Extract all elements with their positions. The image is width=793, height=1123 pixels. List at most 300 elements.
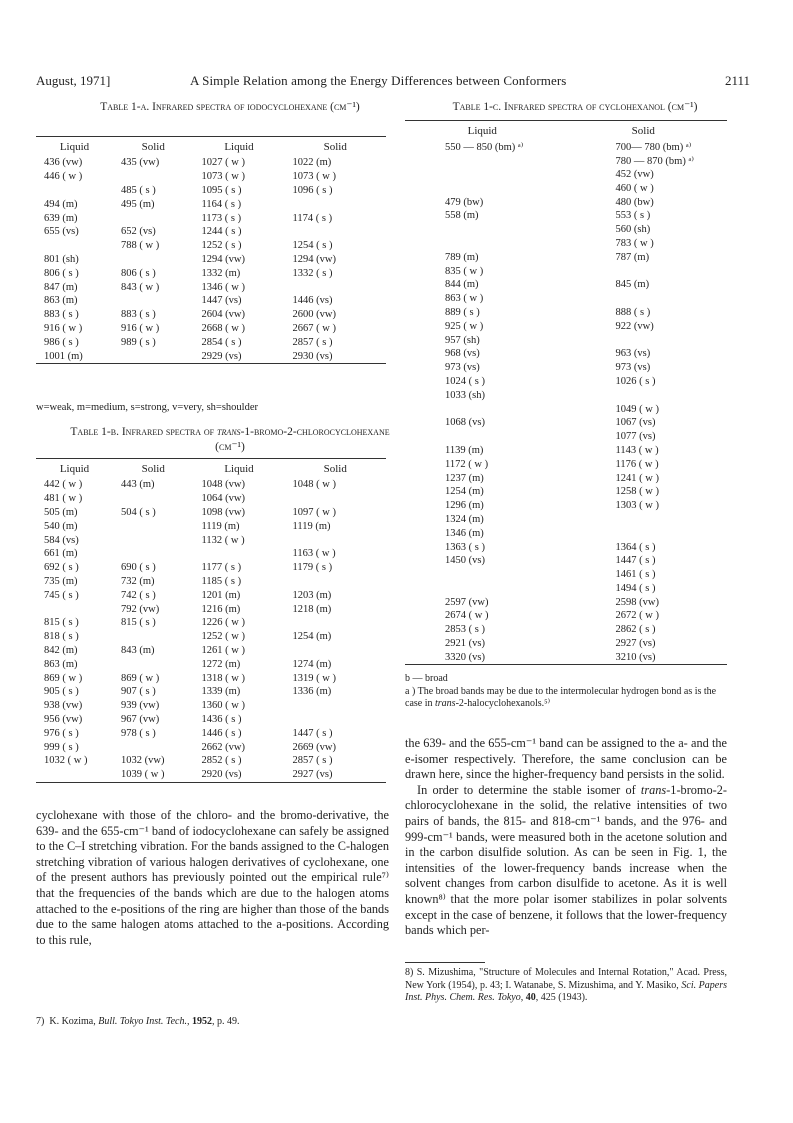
table-cell: 916 ( w ) (44, 322, 83, 334)
table-cell: 584 (vs) (44, 534, 79, 546)
table-1b-title-1: Infrared spectra of (121, 426, 215, 438)
table-cell: 1254 (m) (445, 486, 484, 498)
running-header-title: A Simple Relation among the Energy Differences between Conformers (190, 73, 567, 88)
table-cell: 1048 (vw) (201, 479, 245, 491)
table-1a (36, 136, 386, 364)
table-row (405, 430, 727, 444)
table-row (405, 471, 727, 485)
table-row (36, 754, 386, 768)
table-cell: 1450 (vs) (445, 555, 485, 567)
table-cell: 889 ( s ) (445, 306, 480, 318)
table-cell (285, 699, 387, 713)
table-cell: 2927 (vs) (292, 769, 333, 781)
table-cell: 1073 ( w ) (292, 171, 336, 183)
table-cell: 1077 (vs) (615, 431, 656, 443)
table-cell: 505 (m) (44, 506, 78, 518)
table-cell (560, 513, 727, 527)
table-row (36, 225, 386, 239)
table-row (36, 335, 386, 349)
table-cell: 986 ( s ) (44, 336, 79, 348)
table-cell: 639 (m) (44, 212, 78, 224)
table-cell: 783 ( w ) (615, 237, 654, 249)
table-cell: 443 (m) (121, 479, 155, 491)
table-cell: 553 ( s ) (615, 210, 651, 222)
table-cell: 863 (m) (44, 295, 78, 307)
table-cell: 1216 (m) (201, 603, 241, 615)
table-cell: 999 ( s ) (44, 741, 79, 753)
table-cell: 2854 ( s ) (201, 336, 242, 348)
table-cell: 494 (m) (44, 198, 78, 210)
table-cell: 843 ( w ) (121, 281, 160, 293)
table-cell (113, 294, 194, 308)
table-cell (405, 237, 560, 251)
table-cell: 806 ( s ) (44, 267, 79, 279)
table-row (36, 184, 386, 198)
table-cell: 938 (vw) (44, 700, 83, 712)
paragraph-text: In order to determine the stable isomer of (417, 782, 636, 797)
note-a-text-2: -2-halocyclohexanols.⁵⁾ (455, 698, 551, 709)
paragraph-italic: trans (640, 782, 667, 797)
footnote-volume: 40 (525, 992, 536, 1003)
table-cell: 690 ( s ) (121, 562, 156, 574)
table-cell: 801 (sh) (44, 253, 79, 265)
table-cell: 495 (m) (121, 198, 155, 210)
table-cell: 788 ( w ) (121, 240, 160, 252)
col-header: Liquid (59, 140, 90, 153)
table-row (405, 154, 727, 168)
table-cell: 1048 ( w ) (292, 479, 336, 491)
table-cell: 446 ( w ) (44, 171, 83, 183)
table-cell: 692 ( s ) (44, 562, 79, 574)
body-text-right (405, 736, 727, 939)
table-cell: 1176 ( w ) (615, 458, 659, 470)
table-cell: 550 — 850 (bm) ᵃ⁾ (445, 141, 524, 153)
table-cell (405, 568, 560, 582)
table-cell: 2853 ( s ) (445, 624, 485, 636)
table-cell: 1447 ( s ) (615, 555, 656, 567)
table-cell: 1360 ( w ) (201, 700, 245, 712)
page-number: 2111 (724, 73, 750, 88)
paragraph: the 639- and the 655-cm⁻¹ band can be assigned to the a- and the e-isomer respectively. Therefore, the same conclusion can be drawn here, since the higher-frequency band persists in the solid. (405, 736, 727, 782)
table-row (405, 499, 727, 513)
table-cell: 1164 ( s ) (201, 198, 242, 210)
table-row (36, 322, 386, 336)
table-cell: 540 (m) (44, 520, 78, 532)
table-cell: 2604 (vw) (201, 309, 245, 321)
table-cell (285, 616, 387, 630)
table-cell: 1318 ( w ) (201, 672, 245, 684)
table-cell: 1494 ( s ) (615, 582, 656, 594)
table-cell: 1252 ( w ) (201, 631, 245, 643)
table-cell: 452 (vw) (615, 168, 654, 180)
table-row (405, 209, 727, 223)
table-row (36, 492, 386, 506)
table-cell: 558 (m) (445, 210, 479, 222)
table-cell (113, 547, 194, 561)
table-row (405, 582, 727, 596)
table-cell: 835 ( w ) (445, 265, 484, 277)
table-cell: 2662 (vw) (201, 741, 245, 753)
table-cell: 1294 (vw) (292, 253, 336, 265)
col-header: Solid (631, 124, 655, 137)
table-cell: 460 ( w ) (615, 182, 654, 194)
table-row (36, 561, 386, 575)
table-cell: 905 ( s ) (44, 686, 79, 698)
table-cell (113, 349, 194, 363)
table-1c-label: Table 1-c. (452, 101, 502, 113)
note-a-italic: trans (435, 698, 456, 709)
footnote-7 (36, 1016, 239, 1027)
table-row (36, 533, 386, 547)
table-cell (560, 264, 727, 278)
table-cell (113, 740, 194, 754)
running-header-date: August, 1971] (36, 73, 111, 88)
table-row (405, 223, 727, 237)
table-cell: 1294 (vw) (201, 253, 245, 265)
table-cell: 939 (vw) (121, 700, 160, 712)
table-row (405, 568, 727, 582)
table-cell (405, 402, 560, 416)
table-cell (285, 575, 387, 589)
table-cell: 745 ( s ) (44, 589, 79, 601)
table-cell: 1172 ( w ) (445, 458, 489, 470)
table-cell: 2669 (vw) (292, 741, 336, 753)
col-header: Liquid (59, 462, 90, 475)
table-cell (285, 197, 387, 211)
table-row (36, 575, 386, 589)
note-a (405, 686, 735, 711)
table-row (405, 444, 727, 458)
table-cell: 1324 (m) (445, 513, 484, 525)
table-cell: 435 (vw) (121, 157, 160, 169)
table-cell: 1173 ( s ) (201, 212, 242, 224)
table-row (405, 292, 727, 306)
table-cell (113, 657, 194, 671)
table-row (36, 602, 386, 616)
table-1a-legend: w=weak, m=medium, s=strong, v=very, sh=shoulder (36, 402, 258, 413)
table-cell: 2597 (vw) (445, 596, 489, 608)
table-row (405, 250, 727, 264)
table-cell (113, 211, 194, 225)
table-cell: 1001 (m) (44, 350, 83, 362)
table-cell (285, 533, 387, 547)
table-cell: 2930 (vs) (292, 350, 333, 362)
table-cell: 1218 (m) (292, 603, 332, 615)
table-row (405, 595, 727, 609)
table-1b-label: Table 1-b. (70, 426, 119, 438)
col-header: Liquid (224, 462, 254, 475)
table-row (36, 308, 386, 322)
table-cell: 1446 (vs) (292, 295, 333, 307)
table-cell: 481 ( w ) (44, 493, 83, 505)
table-cell: 818 ( s ) (44, 631, 79, 643)
table-cell: 883 ( s ) (44, 309, 79, 321)
table-cell: 1177 ( s ) (201, 562, 242, 574)
table-cell: 560 (sh) (615, 224, 651, 236)
table-cell: 1032 (vw) (121, 755, 165, 767)
table-cell (405, 430, 560, 444)
table-cell: 2857 ( s ) (292, 755, 333, 767)
table-cell: 843 (m) (121, 644, 155, 656)
table-cell: 1252 ( s ) (201, 240, 242, 252)
col-header: Solid (323, 140, 347, 153)
table-cell: 925 ( w ) (445, 320, 484, 332)
table-row (405, 513, 727, 527)
table-cell: 2667 ( w ) (292, 322, 336, 334)
table-cell: 1241 ( w ) (615, 472, 659, 484)
table-cell (405, 582, 560, 596)
table-row (405, 375, 727, 389)
table-cell: 1254 (m) (292, 631, 332, 643)
table-cell: 700— 780 (bm) ᵃ⁾ (615, 141, 692, 153)
table-cell: 1026 ( s ) (615, 375, 656, 387)
table-cell: 978 ( s ) (121, 727, 156, 739)
footnote-journal: Sci. Papers Inst. Phys. Chem. Res. Tokyo, (405, 979, 728, 1003)
table-row (36, 294, 386, 308)
table-cell (113, 492, 194, 506)
table-row (36, 253, 386, 267)
table-cell: 1332 (m) (201, 267, 241, 279)
table-cell: 504 ( s ) (121, 506, 156, 518)
table-1c-body (405, 140, 727, 665)
table-cell: 2862 ( s ) (615, 624, 656, 636)
col-header: Liquid (224, 140, 254, 153)
table-row (36, 280, 386, 294)
footnote-pages: , 425 (1943). (535, 992, 588, 1003)
table-row (36, 156, 386, 170)
table-cell (285, 225, 387, 239)
footnote-pages: , p. 49. (211, 1016, 240, 1027)
table-cell (285, 644, 387, 658)
table-cell (113, 630, 194, 644)
table-row (36, 713, 386, 727)
table-cell: 1363 ( s ) (445, 541, 485, 553)
table-row (36, 519, 386, 533)
footnote-text: 8) S. Mizushima, "Structure of Molecules and Internal Rotation," Acad. Press, New York (1954), p. 43; I. Watanabe, S. Mizushima, and Y. Masiko, (405, 967, 727, 991)
table-cell: 1073 ( w ) (201, 171, 245, 183)
table-1a-label: Table 1-a. (100, 101, 150, 113)
table-row (405, 237, 727, 251)
table-cell: 2920 (vs) (201, 769, 242, 781)
table-1b-title-italic: trans (217, 426, 241, 438)
table-cell (285, 280, 387, 294)
table-cell: 655 (vs) (44, 226, 79, 238)
table-cell (560, 388, 727, 402)
table-cell: 1319 ( w ) (292, 672, 336, 684)
table-cell: 963 (vs) (615, 348, 651, 360)
table-cell: 2668 ( w ) (201, 322, 245, 334)
table-cell: 2600 (vw) (292, 309, 336, 321)
table-cell: 844 (m) (445, 279, 479, 291)
table-cell: 1461 ( s ) (615, 569, 656, 581)
table-cell (36, 768, 113, 782)
table-cell: 1364 ( s ) (615, 541, 656, 553)
table-cell: 479 (bw) (445, 196, 484, 208)
table-cell: 780 — 870 (bm) ᵃ⁾ (615, 155, 694, 167)
table-1c-title: Infrared spectra of cyclohexanol (cm⁻¹) (504, 101, 698, 113)
table-cell: 888 ( s ) (615, 306, 651, 318)
table-cell: 3320 (vs) (445, 651, 485, 663)
table-cell: 1226 ( w ) (201, 617, 245, 629)
table-cell: 742 ( s ) (121, 589, 156, 601)
table-cell (113, 519, 194, 533)
table-row (36, 197, 386, 211)
table-cell: 436 (vw) (44, 157, 83, 169)
table-cell: 1447 ( s ) (292, 727, 333, 739)
table-1b-title-2: -1-bromo-2-chlorocyclohexane (cm⁻¹) (215, 426, 390, 453)
table-cell: 1032 ( w ) (44, 755, 88, 767)
table-cell: 1174 ( s ) (292, 212, 333, 224)
table-cell: 1132 ( w ) (201, 534, 245, 546)
paragraph-text-2: -1-bromo-2-chlorocyclohexane in the solid, the relative intensities of two pairs of bands, the 815- and 818-cm⁻¹ bands, and the 976- and 999-cm⁻¹ bands, were measured both in the acetone solution and in the carbon disulfide solution. As can be seen in Fig. 1, the intensities of the lower-frequency bands increase when the solvent changes from carbon disulfide to acetone. As it is well known⁸⁾ that the more polar isomer stabilizes in polar solvents except in the case of benzene, it follows that the lower-frequency bands which per- (405, 782, 727, 938)
table-cell: 967 (vw) (121, 713, 160, 725)
table-cell: 815 ( s ) (121, 617, 156, 629)
table-cell: 973 (vs) (445, 362, 480, 374)
table-cell: 869 ( w ) (44, 672, 83, 684)
table-cell: 2927 (vs) (615, 638, 656, 650)
table-1b (36, 458, 386, 783)
footnote-year: 1952 (191, 1016, 212, 1027)
table-cell: 1027 ( w ) (201, 157, 245, 169)
table-cell: 1119 (m) (292, 520, 331, 532)
table-row (405, 526, 727, 540)
table-row (36, 266, 386, 280)
table-cell: 1261 ( w ) (201, 644, 245, 656)
table-cell: 1346 (m) (445, 527, 484, 539)
table-cell: 1024 ( s ) (445, 375, 485, 387)
table-cell (560, 526, 727, 540)
table-row (405, 333, 727, 347)
footnote-journal: Bull. Tokyo Inst. Tech., (98, 1016, 190, 1027)
table-row (405, 347, 727, 361)
table-row (405, 181, 727, 195)
table-cell: 652 (vs) (121, 226, 156, 238)
table-cell: 1179 ( s ) (292, 562, 333, 574)
table-cell: 989 ( s ) (121, 336, 156, 348)
table-cell (113, 253, 194, 267)
table-1a-title: Infrared spectra of iodocyclohexane (cm⁻¹) (152, 101, 360, 113)
table-cell: 916 ( w ) (121, 322, 160, 334)
table-cell: 1436 ( s ) (201, 713, 242, 725)
table-cell (560, 333, 727, 347)
table-cell: 976 ( s ) (44, 727, 79, 739)
table-cell: 1049 ( w ) (615, 403, 659, 415)
table-cell: 847 (m) (44, 281, 78, 293)
table-row (36, 239, 386, 253)
table-row (36, 657, 386, 671)
table-cell: 2672 ( w ) (615, 610, 659, 622)
table-1c (405, 120, 727, 665)
table-cell: 1068 (vs) (445, 417, 485, 429)
table-row (405, 402, 727, 416)
table-cell: 815 ( s ) (44, 617, 79, 629)
note-a-text: a ) The broad bands may be due to the intermolecular hydrogen bond as is the case in (405, 685, 717, 709)
table-cell: 789 (m) (445, 251, 479, 263)
table-row (405, 264, 727, 278)
col-header: Liquid (467, 124, 497, 137)
table-cell: 480 (bw) (615, 196, 654, 208)
table-row (405, 168, 727, 182)
table-cell: 792 (vw) (121, 603, 160, 615)
table-row (36, 630, 386, 644)
table-cell: 957 (sh) (445, 334, 480, 346)
table-cell: 1097 ( w ) (292, 506, 336, 518)
table-cell: 1258 ( w ) (615, 486, 659, 498)
table-cell: 973 (vs) (615, 362, 651, 374)
table-cell (405, 154, 560, 168)
table-cell: 735 (m) (44, 575, 78, 587)
table-cell (36, 184, 113, 198)
table-row (405, 554, 727, 568)
table-row (405, 457, 727, 471)
table-row (36, 644, 386, 658)
table-cell: 1339 (m) (201, 686, 241, 698)
table-cell: 883 ( s ) (121, 309, 156, 321)
table-cell: 863 (m) (44, 658, 78, 670)
footnote-author: K. Kozima, (49, 1016, 96, 1027)
table-row (36, 685, 386, 699)
table-cell: 1139 (m) (445, 444, 484, 456)
table-cell: 2852 ( s ) (201, 755, 242, 767)
table-cell: 1201 (m) (201, 589, 241, 601)
footnote-number: 7) (36, 1016, 45, 1027)
table-row (36, 671, 386, 685)
table-cell: 1336 (m) (292, 686, 332, 698)
table-cell: 1274 (m) (292, 658, 332, 670)
table-row (36, 478, 386, 492)
table-cell: 1143 ( w ) (615, 444, 659, 456)
footnote-divider (405, 962, 485, 963)
table-row (405, 609, 727, 623)
table-cell: 1067 (vs) (615, 417, 656, 429)
note-b: b — broad (405, 673, 448, 684)
table-cell (405, 223, 560, 237)
table-cell: 1039 ( w ) (121, 769, 165, 781)
table-row (405, 637, 727, 651)
table-row (405, 388, 727, 402)
footnote-8 (405, 967, 727, 1005)
table-row (405, 306, 727, 320)
table-row (36, 616, 386, 630)
table-cell: 956 (vw) (44, 713, 83, 725)
table-cell: 1064 (vw) (201, 493, 245, 505)
table-1a-caption (70, 100, 390, 115)
table-cell: 1185 ( s ) (201, 575, 242, 587)
table-1b-body (36, 478, 386, 782)
table-cell (113, 533, 194, 547)
table-row (36, 506, 386, 520)
table-row (36, 349, 386, 363)
table-1c-notes (405, 673, 735, 711)
col-header: Solid (141, 462, 165, 475)
table-cell: 922 (vw) (615, 320, 654, 332)
table-cell: 1163 ( w ) (292, 548, 336, 560)
table-row (405, 623, 727, 637)
table-cell: 2921 (vs) (445, 638, 485, 650)
table-cell: 1296 (m) (445, 500, 484, 512)
table-1a-body (36, 156, 386, 363)
table-row (405, 650, 727, 664)
table-cell (194, 547, 285, 561)
table-row (405, 485, 727, 499)
table-cell: 2598 (vw) (615, 596, 659, 608)
table-cell: 1332 ( s ) (292, 267, 333, 279)
table-cell (405, 181, 560, 195)
paragraph (405, 783, 727, 939)
table-cell: 1098 (vw) (201, 506, 245, 518)
table-row (405, 195, 727, 209)
table-row (36, 547, 386, 561)
